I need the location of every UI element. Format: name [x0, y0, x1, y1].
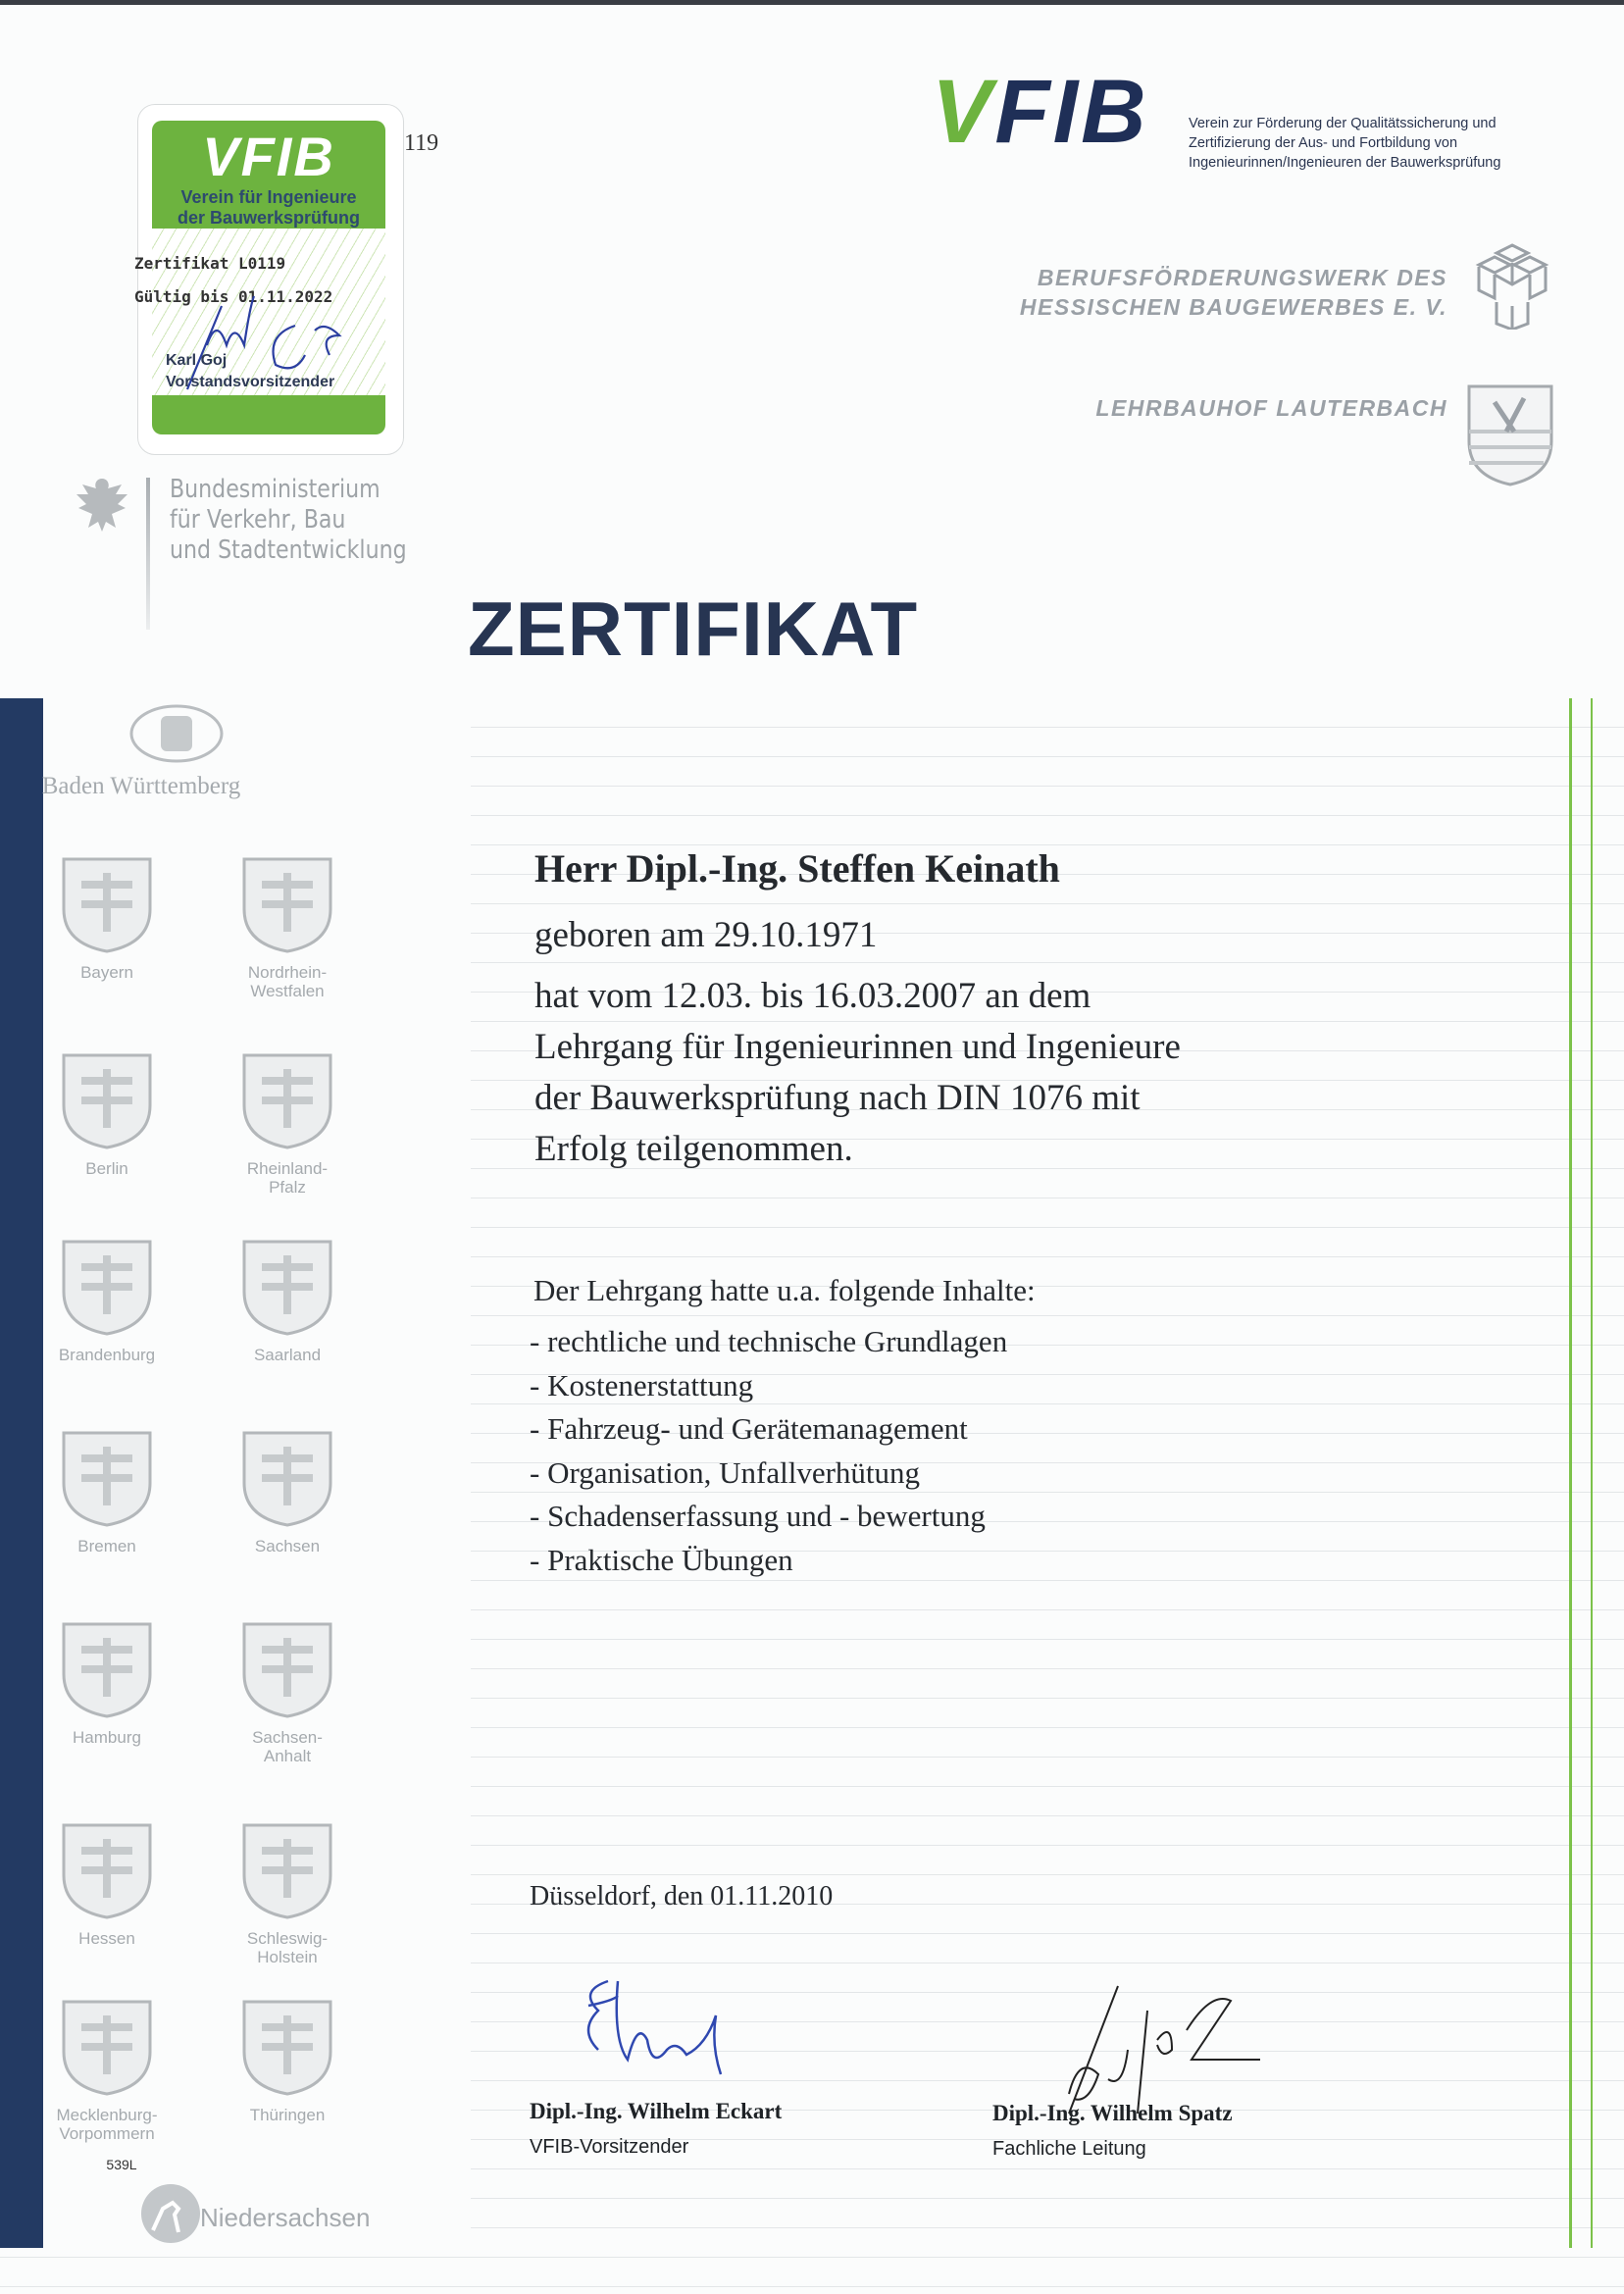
participation-line: Lehrgang für Ingenieurinnen und Ingenieure	[534, 1027, 1181, 1067]
state-label: Niedersachsen	[200, 2203, 371, 2232]
contents-item: - rechtliche und technische Grundlagen	[530, 1324, 1008, 1358]
signature-spatz	[1030, 1981, 1285, 2118]
state-sachsen-anhalt	[214, 1620, 361, 1765]
state-hessen	[33, 1821, 180, 1948]
recipient-name: Herr Dipl.-Ing. Steffen Keinath	[534, 846, 1060, 891]
bfw-name	[981, 263, 1447, 322]
federal-eagle-icon	[73, 475, 131, 535]
stamp-subtitle: Verein für Ingenieure	[180, 187, 357, 207]
lauterbach-crest-icon	[1465, 382, 1555, 486]
state-label: Bayern	[80, 963, 133, 982]
lehrbauhof-name: LEHRBAUHOF LAUTERBACH	[1095, 395, 1447, 421]
state-crest-icon	[60, 1821, 154, 1919]
state-label: Berlin	[85, 1159, 128, 1178]
stamp-header	[152, 121, 385, 229]
stamp-signer-role: Vorstandsvorsitzender	[166, 374, 335, 390]
vfib-logo: VFIB	[932, 62, 1149, 162]
contents-list	[530, 1320, 1007, 1583]
bfw-cube-logo-icon	[1465, 241, 1559, 330]
baden-wuerttemberg-crest-icon	[127, 698, 226, 763]
state-label: Hessen	[78, 1929, 135, 1948]
tagline-line: Zertifizierung der Aus- und Fortbildung von	[1189, 135, 1458, 151]
state-label: Hamburg	[73, 1728, 141, 1747]
state-crest-icon	[240, 1620, 334, 1718]
state-crest-icon	[240, 1998, 334, 2096]
recipient-birthdate: geboren am 29.10.1971	[534, 915, 878, 955]
state-label: Mecklenburg- Vorpommern	[56, 2106, 158, 2143]
state-thüringen	[214, 1998, 361, 2124]
state-crest-icon	[240, 1429, 334, 1527]
state-crest-icon	[240, 1238, 334, 1336]
stamp-valid-until: Gültig bis 01.11.2022	[134, 287, 333, 306]
state-saarland	[214, 1238, 361, 1364]
participation-line: der Bauwerksprüfung nach DIN 1076 mit	[534, 1078, 1141, 1118]
state-crest-icon	[240, 855, 334, 953]
signer-role: Fachliche Leitung	[992, 2138, 1146, 2160]
state-label: Baden Württemberg	[41, 773, 241, 799]
state-mecklenburg-vorpommern	[33, 1998, 180, 2143]
state-rheinland-pfalz	[214, 1051, 361, 1197]
scan-code: 539L	[106, 2157, 137, 2172]
signer-name: Dipl.-Ing. Wilhelm Eckart	[530, 2099, 783, 2123]
state-crest-icon	[240, 1821, 334, 1919]
contents-item: - Praktische Übungen	[530, 1542, 793, 1577]
state-label: Saarland	[253, 1346, 322, 1364]
tagline-line: Ingenieurinnen/Ingenieuren der Bauwerksprüfung	[1189, 155, 1501, 171]
state-label: Sachsen- Anhalt	[252, 1728, 323, 1765]
state-crest-icon	[60, 855, 154, 953]
right-green-line	[1569, 698, 1572, 2248]
state-brandenburg	[33, 1238, 180, 1364]
state-hamburg	[33, 1620, 180, 1747]
right-green-line	[1591, 698, 1593, 2248]
ministry-line: Bundesministerium	[170, 475, 381, 504]
participation-line: Erfolg teilgenommen.	[534, 1129, 853, 1169]
bfw-line: BERUFSFÖRDERUNGSWERK DES	[1037, 265, 1447, 290]
signer-role: VFIB-Vorsitzender	[530, 2136, 689, 2158]
state-bremen	[33, 1429, 180, 1555]
signature-eckart	[559, 1962, 755, 2079]
state-label: Bremen	[77, 1537, 136, 1555]
vfib-certificate-stamp	[134, 104, 404, 455]
contents-item: - Organisation, Unfallverhütung	[530, 1454, 921, 1490]
state-sachsen	[214, 1429, 361, 1555]
state-label: Brandenburg	[58, 1346, 156, 1364]
state-nordrhein-westfalen	[214, 855, 361, 1000]
state-label: Schleswig- Holstein	[246, 1929, 329, 1966]
contents-item: - Fahrzeug- und Gerätemanagement	[530, 1411, 968, 1447]
state-crest-icon	[60, 1238, 154, 1336]
place-and-date: Düsseldorf, den 01.11.2010	[530, 1881, 834, 1912]
state-berlin	[33, 1051, 180, 1178]
stamp-logo: VFIB	[202, 126, 335, 187]
participation-text	[534, 971, 1181, 1175]
bfw-line: HESSISCHEN BAUGEWERBES E. V.	[1019, 294, 1447, 320]
certificate-number: 119	[404, 130, 439, 156]
state-crest-icon	[60, 1429, 154, 1527]
ministry-line: für Verkehr, Bau	[170, 505, 346, 535]
state-schleswig-holstein	[214, 1821, 361, 1966]
state-crest-icon	[240, 1051, 334, 1149]
contents-item: - Kostenerstattung	[530, 1367, 754, 1402]
state-bayern	[33, 855, 180, 982]
signer-name: Dipl.-Ing. Wilhelm Spatz	[992, 2101, 1233, 2125]
vfib-tagline	[1189, 114, 1500, 173]
stamp-signer-name: Karl Goj	[166, 352, 228, 369]
page-title: ZERTIFIKAT	[468, 586, 919, 672]
contents-heading: Der Lehrgang hatte u.a. folgende Inhalte:	[533, 1273, 1036, 1307]
scan-top-edge	[0, 0, 1624, 5]
stamp-certificate-number: Zertifikat L0119	[134, 254, 286, 273]
ministry-divider	[146, 478, 150, 630]
state-crest-icon	[60, 1998, 154, 2096]
ministry-name	[170, 475, 407, 566]
state-crest-icon	[60, 1620, 154, 1718]
state-label: Thüringen	[249, 2106, 326, 2124]
state-crest-icon	[60, 1051, 154, 1149]
state-label: Nordrhein- Westfalen	[247, 963, 328, 1000]
federal-states-column	[43, 698, 471, 2248]
ministry-line: und Stadtentwicklung	[170, 535, 407, 565]
state-label: Sachsen	[254, 1537, 321, 1555]
contents-item: - Schadenserfassung und - bewertung	[530, 1499, 986, 1534]
state-label: Rheinland- Pfalz	[246, 1159, 329, 1197]
participation-line: hat vom 12.03. bis 16.03.2007 an dem	[534, 976, 1091, 1016]
stamp-subtitle: der Bauwerksprüfung	[177, 208, 361, 228]
niedersachsen-horse-icon	[131, 2181, 210, 2246]
tagline-line: Verein zur Förderung der Qualitätssicherung und	[1189, 116, 1497, 131]
